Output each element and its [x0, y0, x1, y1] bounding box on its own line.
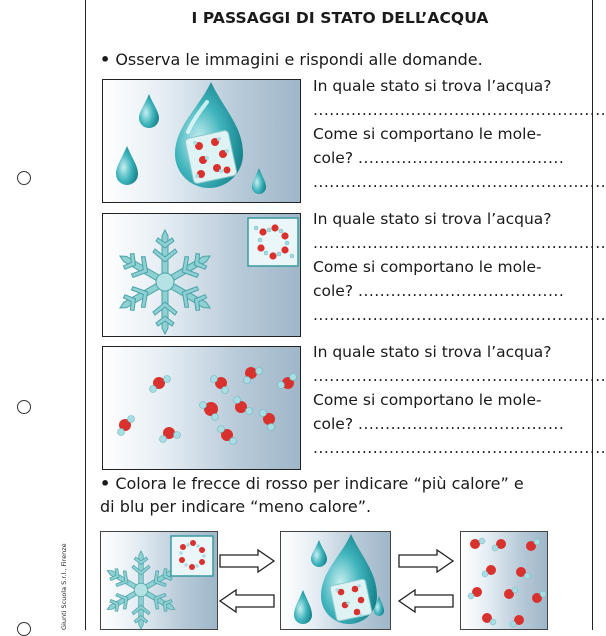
- molecule-icon: [468, 538, 546, 627]
- answer-line[interactable]: ......................................: [358, 282, 565, 300]
- binder-hole-1: [17, 171, 31, 185]
- snowflake-icon: [103, 551, 180, 629]
- answer-line[interactable]: ......................................................: [313, 306, 606, 324]
- molecule-icon: [330, 579, 373, 622]
- arrow-left-icon[interactable]: [218, 588, 276, 614]
- vapour-panel: [102, 346, 301, 470]
- page-title: I PASSAGGI DI STATO DELL’ACQUA: [191, 9, 489, 27]
- answer-line[interactable]: ......................................................: [313, 367, 606, 385]
- ice-panel: [102, 213, 301, 337]
- ice-small-panel: [100, 531, 218, 630]
- arrow-right-icon[interactable]: [218, 548, 276, 574]
- question-block-1: In quale stato si trova l’acqua? ...................................................... Come si comportano le mole- cole? ...................................... ......................................................: [313, 74, 549, 194]
- question-block-2: In quale stato si trova l’acqua? ...................................................... Come si comportano le mole- cole? ...................................... ......................................................: [313, 207, 549, 327]
- instruction-observe: • Osserva le immagini e rispondi alle domande.: [100, 50, 483, 69]
- answer-line[interactable]: ......................................: [358, 415, 565, 433]
- answer-line[interactable]: ......................................................: [313, 173, 606, 191]
- liquid-water-panel: [102, 79, 301, 203]
- water-small-panel: [280, 531, 391, 630]
- answer-line[interactable]: ......................................: [358, 149, 565, 167]
- answer-line[interactable]: ......................................................: [313, 234, 606, 252]
- answer-line[interactable]: ......................................................: [313, 101, 606, 119]
- arrow-left-icon[interactable]: [397, 588, 455, 614]
- vapour-small-panel: [460, 531, 548, 630]
- molecule-icon: [118, 367, 297, 445]
- answer-line[interactable]: ......................................................: [313, 439, 606, 457]
- molecule-icon: [171, 536, 213, 576]
- instruction-color: • Colora le frecce di rosso per indicare “più calore” e di blu per indicare “meno calore”.: [100, 474, 524, 516]
- question-block-3: In quale stato si trova l’acqua? ...................................................... Come si comportano le mole- cole? ...................................... ......................................................: [313, 340, 549, 460]
- publisher-credit: Giunti Scuola S.r.l., Firenze: [60, 543, 68, 630]
- molecule-icon: [185, 130, 238, 184]
- binder-hole-3: [17, 622, 31, 636]
- binder-hole-2: [17, 400, 31, 414]
- molecule-icon: [248, 218, 298, 266]
- snowflake-icon: [114, 230, 216, 334]
- arrow-right-icon[interactable]: [397, 548, 455, 574]
